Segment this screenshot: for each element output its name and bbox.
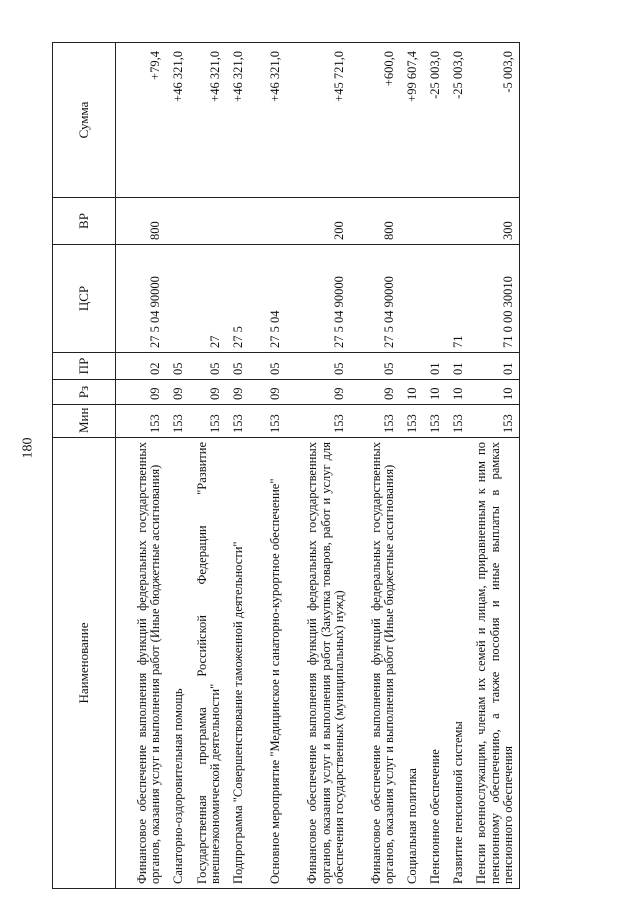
row-vr (226, 198, 249, 245)
row-rz: 10 (446, 380, 469, 405)
header-min: Мин (53, 405, 116, 438)
row-sum: +46 321,0 (166, 43, 189, 198)
row-sum: +600,0 (350, 43, 400, 198)
row-min: 153 (166, 405, 189, 438)
row-sum: +46 321,0 (226, 43, 249, 198)
row-csr (166, 245, 189, 353)
row-min: 153 (446, 405, 469, 438)
row-csr: 27 5 04 90000 (286, 245, 350, 353)
table-row (423, 43, 446, 889)
table-body (116, 43, 520, 889)
table-row (286, 43, 350, 889)
row-vr: 800 (116, 198, 167, 245)
row-name: Пенсии военнослужащим, членам их семей и лицам, приравненным к ним по пенсионному обеспечению, а также пособия и иные выплаты в рамках пенсионного обеспечения (469, 438, 520, 889)
row-pr: 05 (166, 353, 189, 380)
row-pr: 01 (423, 353, 446, 380)
row-vr (446, 198, 469, 245)
row-name: Финансовое обеспечение выполнения функций федеральных государственных органов, оказания услуг и выполнения работ (Иные бюджетные ассигнования) (350, 438, 400, 889)
row-csr (400, 245, 423, 353)
row-vr (166, 198, 189, 245)
row-name: Социальная политика (400, 438, 423, 889)
row-min: 153 (423, 405, 446, 438)
row-rz: 10 (423, 380, 446, 405)
row-rz: 10 (400, 380, 423, 405)
row-rz: 09 (189, 380, 226, 405)
row-name: Основное мероприятие "Медицинское и санаторно-курортное обеспечение" (249, 438, 286, 889)
row-min: 153 (400, 405, 423, 438)
row-rz: 10 (469, 380, 520, 405)
row-min: 153 (116, 405, 167, 438)
row-pr: 05 (249, 353, 286, 380)
header-name: Наименование (53, 438, 116, 889)
row-sum: +46 321,0 (249, 43, 286, 198)
row-sum: -25 003,0 (446, 43, 469, 198)
header-rz: Рз (53, 380, 116, 405)
row-vr (249, 198, 286, 245)
row-name: Финансовое обеспечение выполнения функций федеральных государственных органов, оказания услуг и выполнения работ (Иные бюджетные ассигнования) (116, 438, 167, 889)
header-row (53, 43, 116, 889)
row-csr: 71 0 00 30010 (469, 245, 520, 353)
row-csr: 71 (446, 245, 469, 353)
row-csr: 27 5 04 (249, 245, 286, 353)
table-row (226, 43, 249, 889)
table-row (350, 43, 400, 889)
row-vr (189, 198, 226, 245)
row-pr (400, 353, 423, 380)
table-row (116, 43, 167, 889)
row-name: Государственная программа Российской Федерации "Развитие внешнеэкономической деятельности" (189, 438, 226, 889)
row-pr: 01 (446, 353, 469, 380)
table-row (469, 43, 520, 889)
row-name: Развитие пенсионной системы (446, 438, 469, 889)
table-row (189, 43, 226, 889)
row-pr: 05 (350, 353, 400, 380)
row-rz: 09 (226, 380, 249, 405)
header-csr: ЦСР (53, 245, 116, 353)
row-csr: 27 5 04 90000 (350, 245, 400, 353)
row-min: 153 (350, 405, 400, 438)
row-pr: 05 (226, 353, 249, 380)
table-header (53, 43, 116, 889)
header-vr: ВР (53, 198, 116, 245)
rotated-table-wrapper (52, 43, 628, 889)
row-vr: 300 (469, 198, 520, 245)
row-rz: 09 (166, 380, 189, 405)
row-sum: +46 321,0 (189, 43, 226, 198)
row-vr: 200 (286, 198, 350, 245)
row-csr: 27 5 (226, 245, 249, 353)
row-pr: 05 (286, 353, 350, 380)
table-row (446, 43, 469, 889)
header-pr: ПР (53, 353, 116, 380)
row-csr: 27 5 04 90000 (116, 245, 167, 353)
row-csr: 27 (189, 245, 226, 353)
row-name: Санаторно-оздоровительная помощь (166, 438, 189, 889)
row-sum: -25 003,0 (423, 43, 446, 198)
row-name: Подпрограмма "Совершенствование таможенной деятельности" (226, 438, 249, 889)
table-row (400, 43, 423, 889)
table-row (249, 43, 286, 889)
row-pr: 02 (116, 353, 167, 380)
row-rz: 09 (116, 380, 167, 405)
row-vr (423, 198, 446, 245)
table-row (166, 43, 189, 889)
row-sum: -5 003,0 (469, 43, 520, 198)
row-vr (400, 198, 423, 245)
row-rz: 09 (249, 380, 286, 405)
budget-table (52, 42, 520, 889)
row-pr: 01 (469, 353, 520, 380)
row-min: 153 (189, 405, 226, 438)
row-sum: +45 721,0 (286, 43, 350, 198)
row-vr: 800 (350, 198, 400, 245)
header-sum: Сумма (53, 43, 116, 198)
row-rz: 09 (286, 380, 350, 405)
row-min: 153 (469, 405, 520, 438)
row-pr: 05 (189, 353, 226, 380)
row-rz: 09 (350, 380, 400, 405)
row-name: Пенсионное обеспечение (423, 438, 446, 889)
row-min: 153 (249, 405, 286, 438)
row-sum: +99 607,4 (400, 43, 423, 198)
row-sum: +79,4 (116, 43, 167, 198)
row-csr (423, 245, 446, 353)
row-min: 153 (226, 405, 249, 438)
page-number: 180 (20, 437, 36, 459)
row-name: Финансовое обеспечение выполнения функций федеральных государственных органов, оказания услуг и выполнения работ (Закупка товаров, работ и услуг для обеспечения государственных (муниципальных) нужд) (286, 438, 350, 889)
row-min: 153 (286, 405, 350, 438)
